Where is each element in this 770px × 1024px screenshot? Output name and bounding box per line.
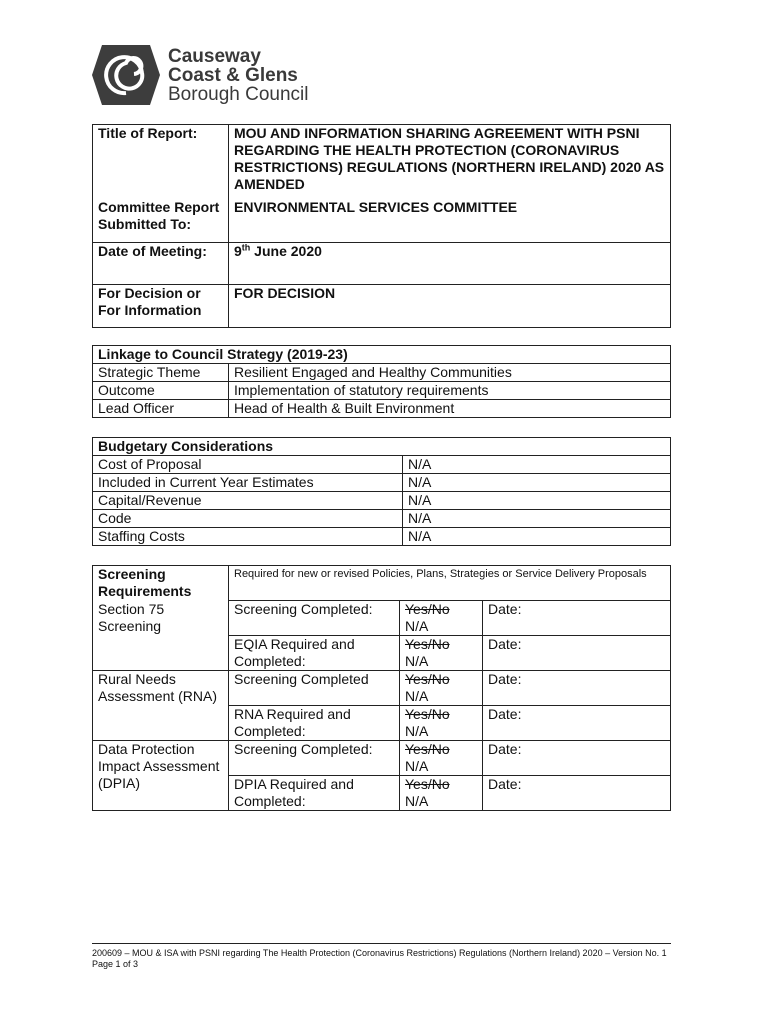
- budget-value: N/A: [403, 510, 671, 528]
- budget-value: N/A: [403, 528, 671, 546]
- screening-item: Screening Completed:: [229, 741, 400, 776]
- budget-label: Staffing Costs: [93, 528, 403, 546]
- date-cell: Date:: [483, 741, 671, 776]
- section-name: Section 75 Screening: [93, 601, 229, 671]
- budget-value: N/A: [403, 456, 671, 474]
- section-name: Rural Needs Assessment (RNA): [93, 671, 229, 741]
- committee-value: ENVIRONMENTAL SERVICES COMMITTEE: [229, 199, 671, 243]
- budget-label: Code: [93, 510, 403, 528]
- yes-no-cell: Yes/No N/A: [400, 601, 483, 636]
- footer-document-ref: 200609 – MOU & ISA with PSNI regarding The Health Protection (Coronavirus Restrictions) Regulations (Northern Ireland) 2020 – Version No. 1: [92, 948, 667, 958]
- linkage-table: [92, 345, 671, 418]
- logo-line-1: Causeway: [168, 46, 261, 67]
- screening-note: Required for new or revised Policies, Plans, Strategies or Service Delivery Proposals: [229, 566, 671, 601]
- date-cell: Date:: [483, 706, 671, 741]
- linkage-value: Head of Health & Built Environment: [229, 400, 671, 418]
- date-cell: Date:: [483, 671, 671, 706]
- budget-table: [92, 437, 671, 546]
- date-label: Date of Meeting:: [93, 243, 229, 285]
- budget-value: N/A: [403, 492, 671, 510]
- logo-line-3: Borough Council: [168, 84, 309, 105]
- linkage-label: Strategic Theme: [93, 364, 229, 382]
- budget-heading: Budgetary Considerations: [93, 438, 671, 456]
- screening-item: EQIA Required and Completed:: [229, 636, 400, 671]
- budget-label: Capital/Revenue: [93, 492, 403, 510]
- yes-no-cell: Yes/No N/A: [400, 636, 483, 671]
- linkage-label: Outcome: [93, 382, 229, 400]
- linkage-value: Implementation of statutory requirements: [229, 382, 671, 400]
- footer-page-number: Page 1 of 3: [92, 959, 139, 969]
- screening-item: DPIA Required and Completed:: [229, 776, 400, 811]
- logo-line-2: Coast & Glens: [168, 65, 298, 86]
- screening-item: RNA Required and Completed:: [229, 706, 400, 741]
- yes-no-cell: Yes/No N/A: [400, 706, 483, 741]
- yes-no-cell: Yes/No N/A: [400, 671, 483, 706]
- section-name: Data Protection Impact Assessment (DPIA): [93, 741, 229, 811]
- date-value: 9th June 2020: [229, 243, 671, 285]
- linkage-label: Lead Officer: [93, 400, 229, 418]
- committee-label: Committee Report Submitted To:: [93, 199, 229, 243]
- linkage-heading: Linkage to Council Strategy (2019-23): [93, 346, 671, 364]
- budget-value: N/A: [403, 474, 671, 492]
- decision-value: FOR DECISION: [229, 285, 671, 328]
- report-details-table: [92, 124, 671, 328]
- screening-item: Screening Completed: [229, 671, 400, 706]
- decision-label: For Decision or For Information: [93, 285, 229, 328]
- council-logo: [92, 43, 322, 113]
- title-label: Title of Report:: [93, 125, 229, 199]
- date-cell: Date:: [483, 636, 671, 671]
- date-cell: Date:: [483, 601, 671, 636]
- budget-label: Included in Current Year Estimates: [93, 474, 403, 492]
- page-footer: [92, 943, 671, 970]
- council-emblem-icon: [92, 43, 160, 107]
- linkage-value: Resilient Engaged and Healthy Communities: [229, 364, 671, 382]
- yes-no-cell: Yes/No N/A: [400, 741, 483, 776]
- budget-label: Cost of Proposal: [93, 456, 403, 474]
- screening-table: [92, 565, 671, 811]
- date-cell: Date:: [483, 776, 671, 811]
- yes-no-cell: Yes/No N/A: [400, 776, 483, 811]
- screening-item: Screening Completed:: [229, 601, 400, 636]
- screening-heading: Screening Requirements: [93, 566, 229, 601]
- title-value: MOU AND INFORMATION SHARING AGREEMENT WITH PSNI REGARDING THE HEALTH PROTECTION (CORONAVIRUS RESTRICTIONS) REGULATIONS (NORTHERN IRELAND) 2020 AS AMENDED: [229, 125, 671, 199]
